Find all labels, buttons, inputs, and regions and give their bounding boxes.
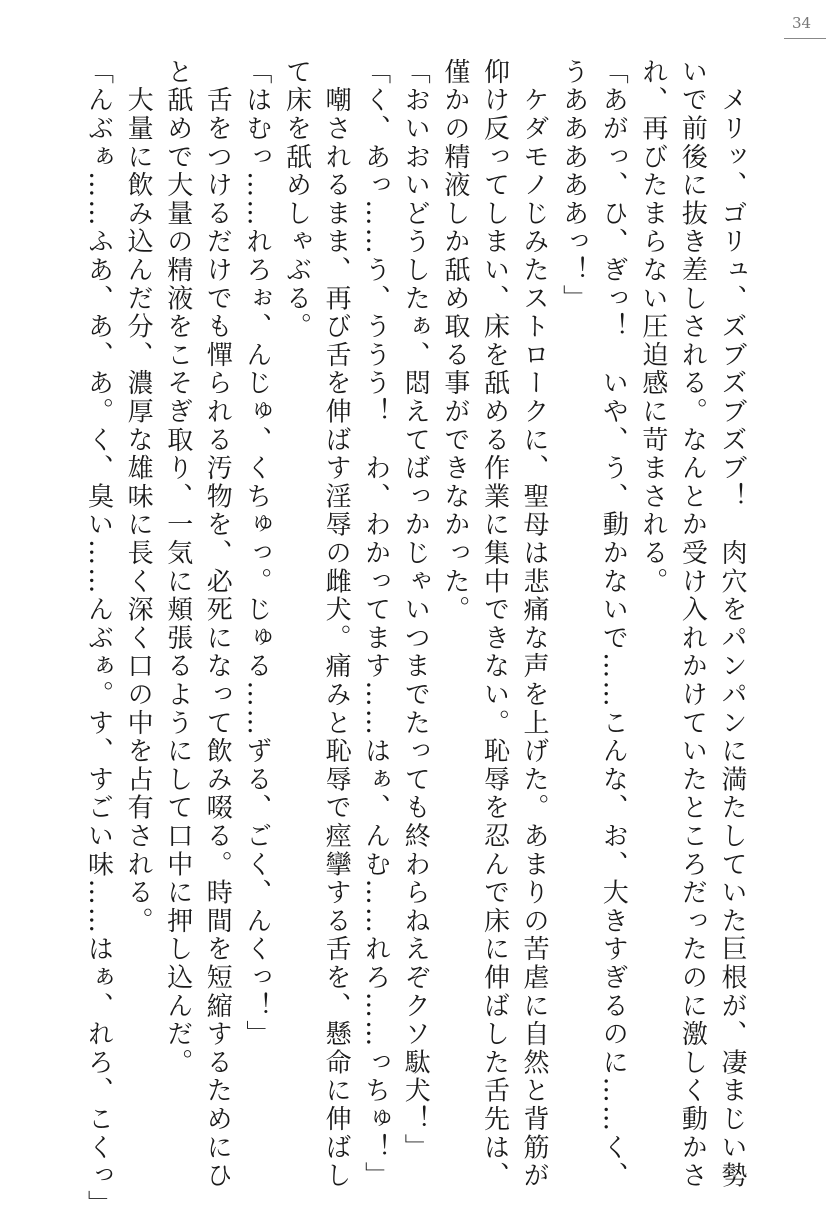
text-line: 「おいおいどうしたぁ、悶えてばっかじゃいつまでたっても終わらねえぞクソ駄犬！」 (400, 58, 431, 1162)
page-number: 34 (792, 14, 812, 32)
text-line: うあああああっ！」 (558, 58, 589, 313)
text-line: 「はむっ……れろぉ、んじゅ、くちゅっ。じゅる……ずる、ごく、んくっ！」 (241, 58, 272, 1049)
text-line: 舌をつけるだけでも憚られる汚物を、必死になって飲み啜る。時間を短縮するためにひ (202, 58, 233, 1190)
text-line: メリッ、ゴリュ、ズブズブズブ！ 肉穴をパンパンに満たしていた巨根が、凄まじい勢 (717, 58, 747, 1190)
text-line: ケダモノじみたストロークに、聖母は悲痛な声を上げた。あまりの苦虐に自然と背筋が (519, 58, 550, 1190)
text-line: 「んぶぁ……ふあ、あ、あ。く、臭い……んぶぁ。す、すごい味……はぁ、れろ、こくっ」 (83, 58, 114, 1218)
text-line: 僅かの精液しか舐め取る事ができなかった。 (439, 58, 470, 624)
text-line: 「あがっ、ひ、ぎっ！ いや、う、動かないで……こんな、お、大きすぎるのに……く、 (598, 58, 629, 1190)
text-line: 嘲されるまま、再び舌を伸ばす淫辱の雌犬。痛みと恥辱で痙攣する舌を、懸命に伸ばし (321, 58, 352, 1190)
text-line: 大量に飲み込んだ分、濃厚な雄味に長く深く口の中を占有される。 (123, 58, 154, 936)
text-line: 「く、あっ……う、ううう！ わ、わかってます……はぁ、んむ……れろ……っちゅ！」 (360, 58, 391, 1190)
text-line: いで前後に抜き差しされる。なんとか受け入れかけていたところだったのに激しく動かさ (677, 58, 708, 1190)
body-text (78, 58, 751, 1218)
text-line: 仰け反ってしまい、床を舐める作業に集中できない。恥辱を忍んで床に伸ばした舌先は、 (479, 58, 510, 1190)
text-line: て床を舐めしゃぶる。 (281, 58, 312, 341)
header-rule (784, 38, 826, 39)
text-line: と舐めで大量の精液をこそぎ取り、一気に頬張るようにして口中に押し込んだ。 (162, 58, 193, 1077)
text-line: れ、再びたまらない圧迫感に苛まされる。 (637, 58, 668, 596)
